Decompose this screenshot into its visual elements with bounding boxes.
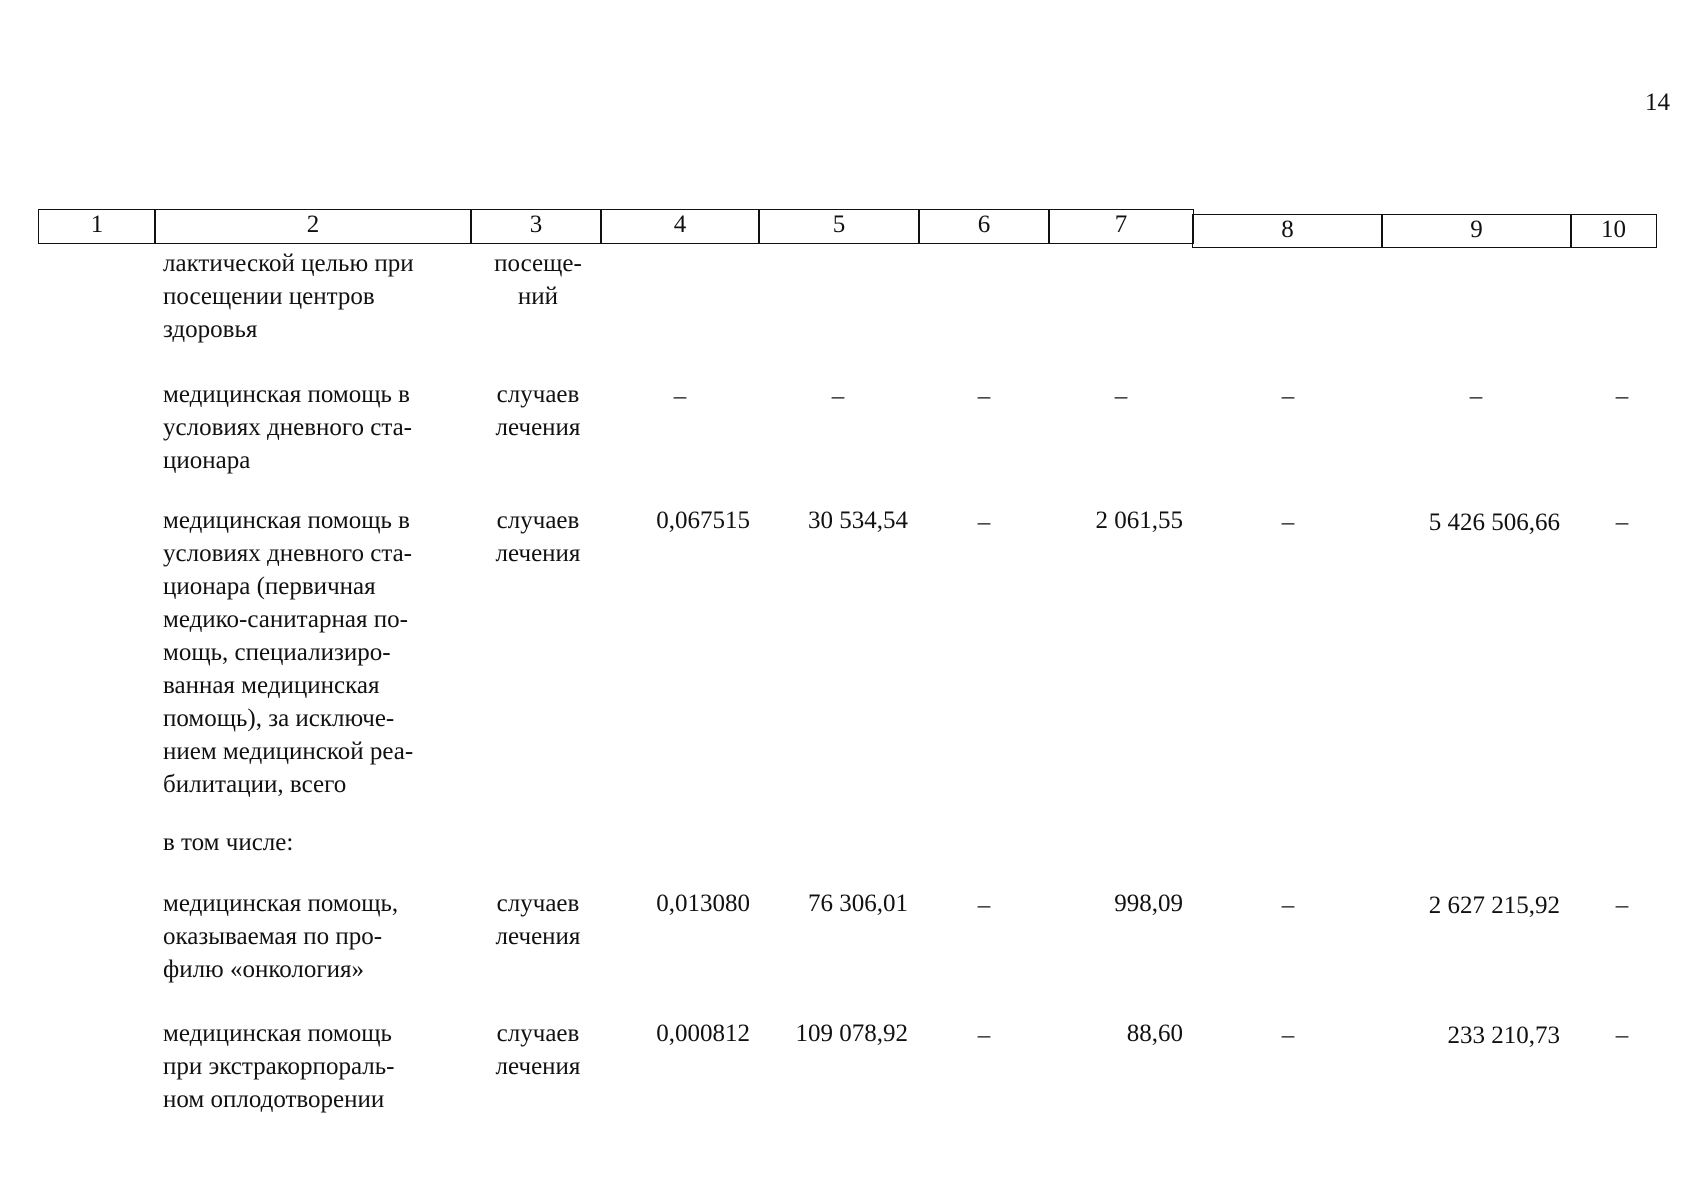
header-col-1: 1 [38, 209, 156, 244]
cell-col-9: – [1469, 383, 1483, 410]
cell-col-8: – [1281, 892, 1295, 919]
header-col-2: 2 [154, 209, 472, 244]
cell-col-4: – [673, 383, 687, 410]
header-col-7: 7 [1048, 209, 1194, 244]
row-name: медицинская помощь в условиях дневного ста- ционара (первичная медико-санитарная по- мощь, специализиро- ванная медицинская помощь), за исключе- нием медицинской реа- билитации, всего [163, 507, 414, 798]
row-name: в том числе: [163, 829, 294, 856]
cell-col-8: – [1281, 383, 1295, 410]
row-unit: посеще- ний [494, 250, 582, 310]
cell-col-10: – [1615, 383, 1629, 410]
cell-col-6: – [977, 892, 991, 919]
cell-col-8: – [1281, 1022, 1295, 1049]
row-name: медицинская помощь при экстракорпораль- ном оплодотворении [163, 1020, 395, 1113]
cell-col-7: 88,60 [1126, 1020, 1183, 1047]
header-col-5: 5 [758, 209, 920, 244]
cell-col-4: 0,000812 [656, 1020, 750, 1047]
header-col-3: 3 [470, 209, 602, 244]
row-unit: случаев лечения [495, 507, 581, 567]
cell-col-5: 76 306,01 [808, 890, 908, 917]
cell-col-7: – [1114, 383, 1128, 410]
cell-col-5: – [831, 383, 845, 410]
row-unit: случаев лечения [495, 381, 581, 441]
cell-col-7: 998,09 [1114, 890, 1183, 917]
header-col-4: 4 [600, 209, 760, 244]
cell-col-10: – [1615, 509, 1629, 536]
cell-col-9: 5 426 506,66 [1428, 509, 1560, 536]
cell-col-4: 0,013080 [656, 890, 750, 917]
header-col-10: 10 [1570, 214, 1657, 248]
cell-col-5: 109 078,92 [795, 1020, 908, 1047]
row-name: медицинская помощь, оказываемая по про- филю «онкология» [163, 890, 399, 983]
row-name: медицинская помощь в условиях дневного ста- ционара [163, 381, 413, 474]
row-unit: случаев лечения [495, 1020, 581, 1080]
cell-col-6: – [977, 509, 991, 536]
row-unit: случаев лечения [495, 890, 581, 950]
header-col-9: 9 [1381, 214, 1572, 248]
cell-col-6: – [977, 1022, 991, 1049]
cell-col-9: 233 210,73 [1447, 1022, 1560, 1049]
cell-col-10: – [1615, 892, 1629, 919]
row-name: лактической целью при посещении центров здоровья [163, 250, 414, 343]
cell-col-5: 30 534,54 [808, 507, 908, 534]
header-col-6: 6 [918, 209, 1050, 244]
cell-col-7: 2 061,55 [1095, 507, 1183, 534]
cell-col-10: – [1615, 1022, 1629, 1049]
cell-col-4: 0,067515 [656, 507, 750, 534]
cell-col-6: – [977, 383, 991, 410]
page-number: 14 [1645, 89, 1670, 116]
cell-col-9: 2 627 215,92 [1428, 892, 1560, 919]
cell-col-8: – [1281, 509, 1295, 536]
header-col-8: 8 [1192, 214, 1383, 248]
